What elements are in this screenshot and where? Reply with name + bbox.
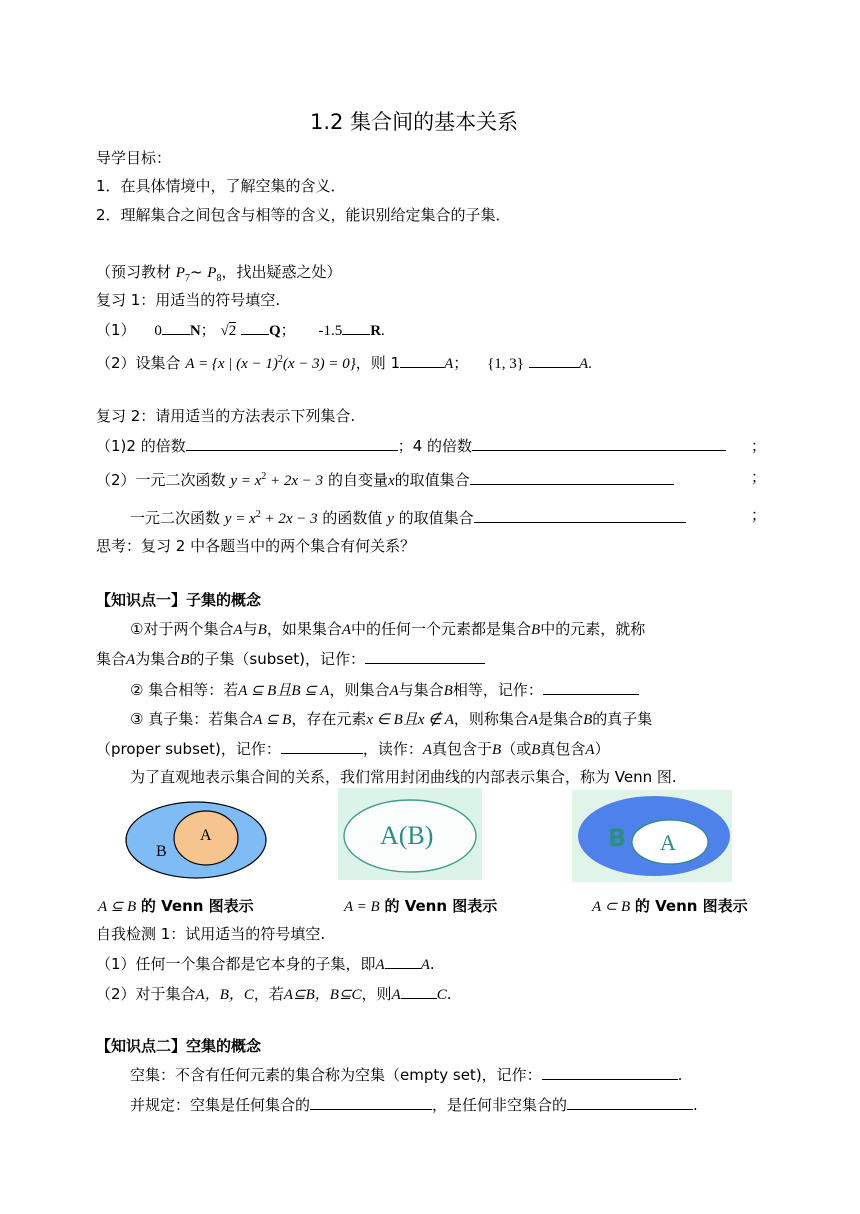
set-a: A: [341, 622, 351, 638]
venn-label-b: B: [156, 843, 167, 860]
set-b: B: [531, 622, 541, 638]
function-rest: + 2x − 3: [266, 473, 324, 489]
goals-heading: 导学目标：: [96, 149, 172, 167]
set-b: B: [257, 622, 267, 638]
caption-subset: [98, 896, 254, 917]
text: 集合: [96, 650, 127, 668]
text: 中的元素，就称: [540, 620, 646, 638]
venn-equal: [338, 788, 482, 880]
period: .: [381, 323, 385, 339]
semicolon: ；: [750, 468, 766, 486]
text: ）: [594, 740, 610, 758]
answer-blank[interactable]: [385, 954, 421, 969]
self-check-q1: [96, 954, 435, 975]
math: A ⊆ B: [253, 712, 292, 728]
k1-line4: [130, 709, 652, 730]
q-label: （1）: [96, 321, 136, 339]
set-r: R: [370, 323, 382, 339]
caption-proper-subset: [592, 896, 748, 917]
page-ref-sub-8: 8: [216, 273, 222, 284]
set-c: C: [436, 987, 447, 1003]
q-text: （2）一元二次函数: [96, 471, 226, 489]
text: 为集合: [135, 650, 181, 668]
set-a: A: [585, 742, 595, 758]
preview-open: （预习教材: [96, 263, 176, 281]
set-n: N: [189, 323, 201, 339]
exponent: 2: [277, 354, 283, 365]
text: ，则: [361, 985, 392, 1003]
review1-q2: [96, 350, 592, 374]
q-text: 的函数值: [322, 509, 383, 527]
period: .: [677, 1066, 683, 1084]
set-a: A: [422, 742, 433, 758]
answer-blank[interactable]: [310, 1095, 432, 1110]
function: y = x: [230, 473, 262, 489]
review1-q1: [96, 320, 385, 341]
answer-blank[interactable]: [401, 984, 437, 999]
set-a: A: [126, 652, 136, 668]
page-title: 1.2 集合间的基本关系: [310, 110, 519, 134]
answer-blank[interactable]: [472, 436, 726, 451]
set-q: Q: [268, 323, 281, 339]
venn-label-b: B: [608, 824, 627, 852]
q-text: （1)2 的倍数: [96, 437, 186, 455]
answer-blank[interactable]: [400, 353, 444, 368]
set-b: B: [583, 712, 593, 728]
semicolon: ；: [750, 437, 766, 455]
exponent: 2: [261, 471, 267, 482]
period: .: [429, 955, 435, 973]
venn-subset: [120, 796, 272, 884]
set-13: {1, 3}: [487, 356, 524, 372]
text: 空集：不含有任何元素的集合称为空集（empty set)，记作：: [130, 1066, 542, 1084]
text: ，是任何非空集合的: [432, 1096, 568, 1114]
text: 真包含: [540, 740, 586, 758]
page-ref-sub-7: 7: [184, 273, 190, 284]
review2-q1: [96, 436, 766, 456]
text: 中的任何一个元素都是集合: [351, 620, 532, 638]
set-a: A: [389, 683, 399, 699]
set-a: A: [528, 712, 539, 728]
minus-one-point-five: -1.5: [318, 323, 343, 339]
set-a: A: [578, 356, 589, 372]
text: 与集合: [398, 681, 444, 699]
k1-line2: [96, 649, 485, 670]
q-text: 的取值集合: [394, 471, 470, 489]
text: ，存在元素: [291, 710, 367, 728]
answer-blank[interactable]: [162, 320, 190, 335]
answer-blank[interactable]: [241, 320, 269, 335]
q-text: 的取值集合: [398, 509, 474, 527]
period: .: [693, 1096, 698, 1114]
text: ，则称集合: [453, 710, 529, 728]
math: x ∈ B且x ∉ A: [366, 712, 454, 728]
review2-q3: [130, 505, 766, 529]
set-a: A: [420, 957, 430, 973]
answer-blank[interactable]: [542, 1065, 678, 1080]
function-rest: + 2x − 3: [260, 511, 318, 527]
text: ，若: [253, 985, 284, 1003]
text: 是集合: [538, 710, 584, 728]
answer-blank[interactable]: [567, 1095, 693, 1110]
q-text: ；4 的倍数: [397, 437, 473, 455]
venn-label-a: A: [200, 827, 212, 844]
set-a: A: [375, 957, 385, 973]
math: A，B，C: [195, 987, 254, 1003]
page-ref-p7: P: [175, 265, 185, 281]
set-b: B: [531, 742, 541, 758]
math: A⊆B，B⊆C: [283, 987, 362, 1003]
k2-line2: [130, 1095, 698, 1115]
text: 与: [242, 620, 258, 638]
goal-item: 2．理解集合之间包含与相等的含义，能识别给定集合的子集．: [96, 206, 511, 224]
period: .: [588, 356, 592, 372]
text: ② 集合相等：若: [130, 681, 239, 699]
goal-item: 1．在具体情境中，了解空集的含义．: [96, 177, 346, 195]
text: ③ 真子集：若集合: [130, 710, 254, 728]
k2-heading: 【知识点二】空集的概念: [96, 1037, 262, 1055]
venn-label-ab: A(B): [380, 821, 434, 850]
text: 的子集（subset)，记作：: [189, 650, 365, 668]
text: 的真子集: [592, 710, 653, 728]
exponent: 2: [255, 509, 261, 520]
answer-blank[interactable]: [470, 470, 674, 485]
zero: 0: [154, 323, 162, 339]
set-b: B: [492, 742, 502, 758]
think-question: 思考：复习 2 中各题当中的两个集合有何关系？: [96, 537, 416, 555]
then-text: ，则 1: [355, 354, 401, 372]
function: y = x: [224, 511, 256, 527]
k1-line1: [130, 619, 645, 640]
caption-text: 的 Venn 图表示: [384, 897, 498, 915]
text: （2）对于集合: [96, 985, 196, 1003]
set-expression: A = {x | (x − 1): [185, 356, 278, 372]
page-ref-p8: P: [207, 265, 217, 281]
text: （或: [501, 740, 532, 758]
q-text: 的自变量: [327, 471, 388, 489]
text: 相等，记作：: [452, 681, 543, 699]
k1-line3: [130, 680, 639, 701]
set-b: B: [443, 683, 453, 699]
self-check-heading: 自我检测 1：试用适当的符号填空.: [96, 925, 326, 943]
k1-heading: 【知识点一】子集的概念: [96, 591, 262, 609]
semicolon: ；: [750, 506, 766, 524]
sqrt-two: 2: [228, 323, 237, 339]
answer-blank[interactable]: [186, 436, 398, 451]
text: （proper subset)，记作：: [96, 740, 281, 758]
text: ，则集合: [329, 681, 390, 699]
text: ①对于两个集合: [130, 620, 234, 638]
set-a: A: [233, 622, 243, 638]
self-check-q2: [96, 984, 452, 1005]
text: （1）任何一个集合都是它本身的子集，即: [96, 955, 376, 973]
sep: ；: [453, 354, 469, 372]
math: A ⊆ B且B ⊆ A: [238, 683, 330, 699]
k1-line6: 为了直观地表示集合间的关系，我们常用封闭曲线的内部表示集合，称为 Venn 图.: [130, 768, 677, 786]
math: A ⊆ B: [98, 899, 137, 915]
var-x: x: [387, 473, 395, 489]
sqrt-sign: √: [220, 323, 229, 339]
answer-blank[interactable]: [543, 680, 639, 695]
answer-blank[interactable]: [474, 508, 686, 523]
answer-blank[interactable]: [365, 649, 485, 664]
set-b: B: [180, 652, 190, 668]
sep: ；: [200, 321, 216, 339]
set-expression-end: (x − 3) = 0}: [282, 356, 356, 372]
preview-close: ，找出疑惑之处）: [221, 263, 342, 281]
preview-note: [96, 262, 341, 289]
caption-text: 的 Venn 图表示: [140, 897, 254, 915]
review2-q2: [96, 467, 766, 491]
set-a: A: [391, 987, 401, 1003]
math: A = B: [344, 899, 380, 915]
text: ，如果集合: [266, 620, 342, 638]
answer-blank[interactable]: [529, 353, 579, 368]
sep: ；: [280, 321, 296, 339]
preview-tilde: ~: [189, 263, 208, 281]
review2-heading: 复习 2：请用适当的方法表示下列集合.: [96, 407, 356, 425]
review1-heading: 复习 1：用适当的符号填空.: [96, 291, 281, 309]
answer-blank[interactable]: [281, 739, 363, 754]
text: 真包含于: [432, 740, 493, 758]
answer-blank[interactable]: [342, 320, 370, 335]
math: A ⊂ B: [592, 899, 631, 915]
q-text: 一元二次函数: [130, 509, 221, 527]
set-a: A: [444, 356, 454, 372]
period: .: [446, 985, 452, 1003]
var-y: y: [387, 511, 394, 527]
q-label: （2）设集合: [96, 354, 181, 372]
text: ，读作：: [362, 740, 423, 758]
k2-line1: [130, 1065, 682, 1085]
text: 并规定：空集是任何集合的: [130, 1096, 311, 1114]
caption-equal: [344, 896, 497, 917]
caption-text: 的 Venn 图表示: [634, 897, 748, 915]
k1-line5: [96, 739, 610, 760]
venn-label-a: A: [660, 830, 676, 855]
venn-proper-subset: [572, 790, 732, 882]
